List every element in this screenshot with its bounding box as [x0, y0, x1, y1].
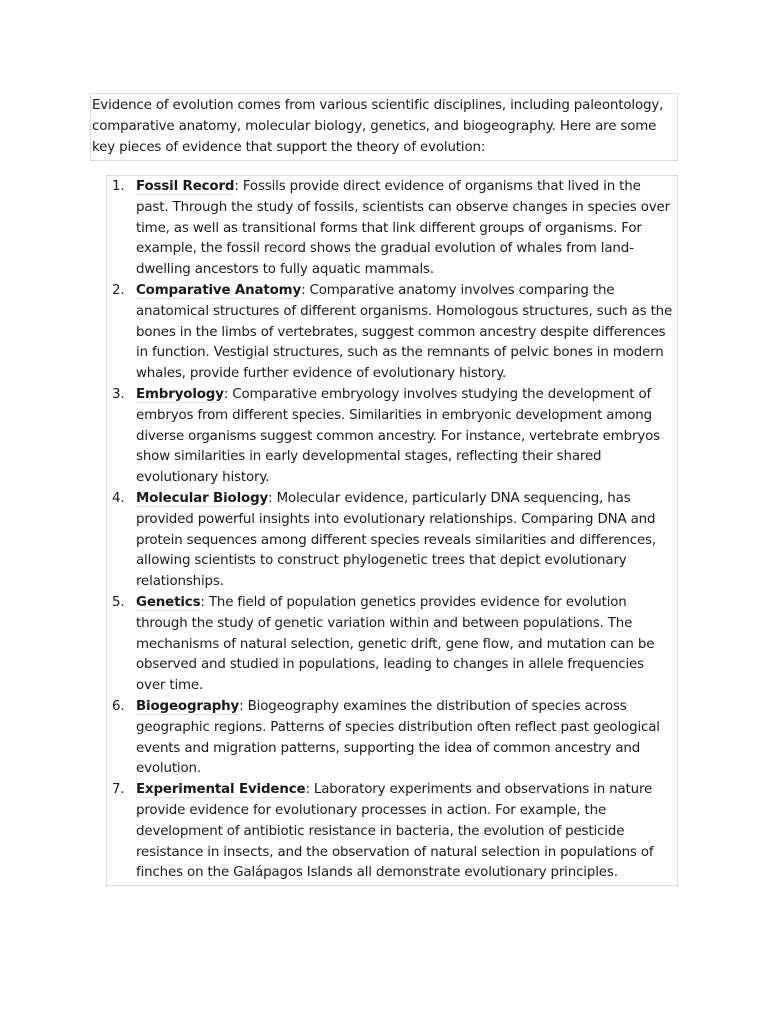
list-item-term: Biogeography: [136, 698, 240, 714]
list-item-term: Experimental Evidence: [136, 782, 306, 798]
list-item: [107, 489, 677, 593]
list-item-number: 2.: [112, 282, 125, 298]
list-item: [107, 780, 677, 884]
list-item-number: 1.: [112, 179, 125, 194]
list-item-term: Molecular Biology: [136, 490, 269, 506]
list-item-number: 5.: [112, 594, 125, 610]
list-item-text: : Laboratory experiments and observations in nature provide evidence for evolutionary processes in action. For example, the development of antibiotic resistance in bacteria, the evolution of pesticide resistance in insects, and the observation of natural selection in populations of finches on the Galápagos Islands all demonstrate evolutionary principles.: [136, 782, 654, 881]
list-item-term: Fossil Record: [136, 179, 235, 194]
list-item: [107, 281, 677, 385]
list-item-text: : The field of population genetics provides evidence for evolution through the study of genetic variation within and between populations. The mechanisms of natural selection, genetic drift, gene flow, and mutation can be observed and studied in populations, leading to changes in allele frequencies over time.: [136, 594, 655, 694]
list-item: [107, 385, 677, 489]
list-item-text: : Fossils provide direct evidence of organisms that lived in the past. Through the study of fossils, scientists can observe changes in species over time, as well as transitional forms that link different groups of organisms. For example, the fossil record shows the gradual evolution of whales from land-dwelling ancestors to fully aquatic mammals.: [136, 179, 670, 278]
list-item: [107, 177, 677, 281]
evidence-list: [107, 177, 677, 884]
list-item-text: : Biogeography examines the distribution of species across geographic regions. Patterns of species distribution often reflect past geological events and migration patterns, supporting the idea of common ancestry and evolution.: [136, 698, 660, 777]
list-item-text: : Molecular evidence, particularly DNA sequencing, has provided powerful insights into evolutionary relationships. Comparing DNA and protein sequences among different species reveals similarities and differences, allowing scientists to construct phylogenetic trees that depict evolutionary relationships.: [136, 490, 656, 590]
list-item: [107, 593, 677, 697]
list-item-text: : Comparative anatomy involves comparing the anatomical structures of different organisms. Homologous structures, such as the bones in the limbs of vertebrates, suggest common ancestry despite differences in function. Vestigial structures, such as the remnants of pelvic bones in modern whales, provide further evidence of evolutionary history.: [136, 282, 673, 382]
list-item-term: Embryology: [136, 386, 224, 402]
list-item: [107, 697, 677, 780]
list-item-text: : Comparative embryology involves studying the development of embryos from different species. Similarities in embryonic development among diverse organisms suggest common ancestry. For instance, vertebrate embryos show similarities in early developmental stages, reflecting their shared evolutionary history.: [136, 386, 660, 486]
list-item-term: Genetics: [136, 594, 201, 610]
evidence-list-container: [106, 175, 678, 886]
list-item-number: 6.: [112, 698, 125, 714]
list-item-term: Comparative Anatomy: [136, 282, 302, 298]
intro-paragraph: Evidence of evolution comes from various scientific disciplines, including paleontology, comparative anatomy, molecular biology, genetics, and biogeography. Here are some key pieces of evidence that support the theory of evolution:: [90, 93, 678, 161]
list-item-number: 4.: [112, 490, 125, 506]
list-item-number: 7.: [112, 782, 125, 798]
list-item-number: 3.: [112, 386, 125, 402]
